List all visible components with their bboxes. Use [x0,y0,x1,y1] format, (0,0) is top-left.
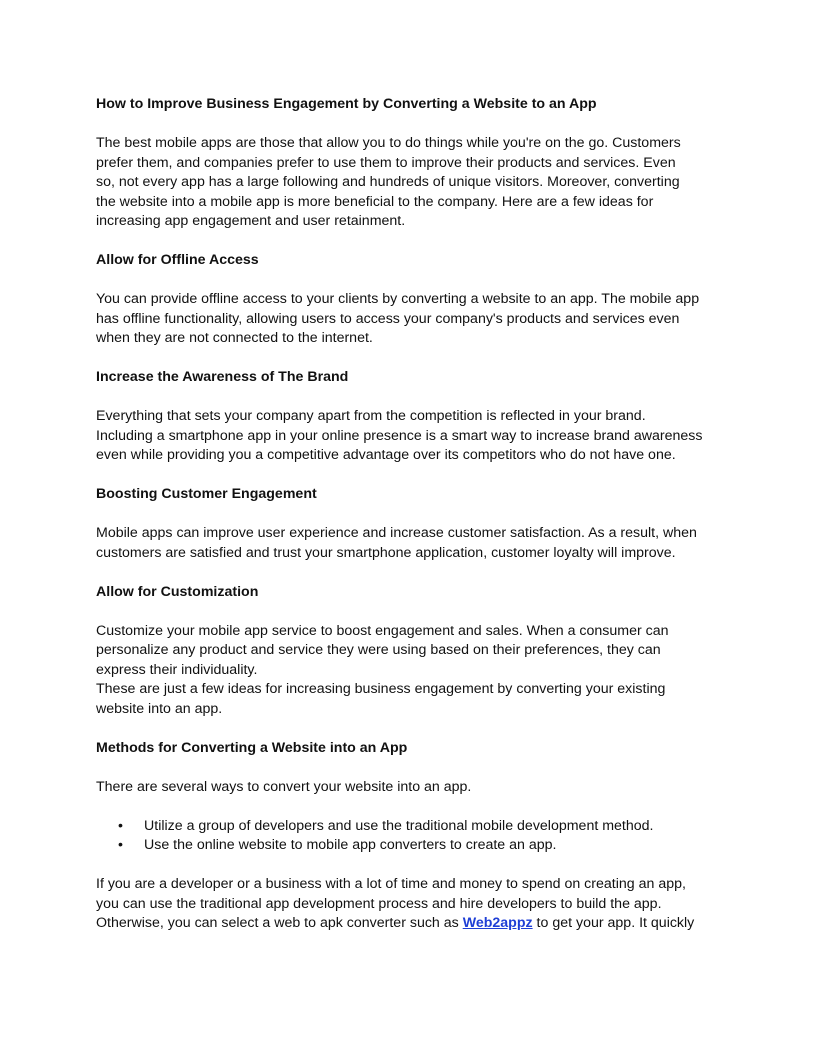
paragraph-line: These are just a few ideas for increasing business engagement by converting your existing [96,681,666,697]
closing-text-before-link: Otherwise, you can select a web to apk converter such as [96,915,463,931]
intro-paragraph [96,134,720,232]
heading-conversion-methods: Methods for Converting a Website into an App [96,739,408,756]
intro-line: The best mobile apps are those that allow you to do things while you're on the go. Customers [96,135,681,151]
web2appz-link[interactable]: Web2appz [462,915,533,931]
customer-engagement-paragraph [96,524,720,563]
customization-paragraph [96,622,720,681]
intro-line: so, not every app has a large following and hundreds of unique visitors. Moreover, converting [96,174,680,190]
methods-intro-paragraph [96,778,720,798]
paragraph-line: customers are satisfied and trust your smartphone application, customer loyalty will improve. [96,544,676,561]
paragraph-line-with-link [96,914,720,934]
brand-awareness-paragraph [96,407,720,466]
paragraph-line: Customize your mobile app service to boost engagement and sales. When a consumer can [96,622,669,639]
offline-access-paragraph [96,290,720,349]
closing-text-after-link: to get your app. It quickly [532,915,695,931]
intro-line: prefer them, and companies prefer to use them to improve their products and services. Even [96,154,676,171]
paragraph-line: even while providing you a competitive advantage over its competitors who do not have one. [96,447,676,463]
heading-offline-access: Allow for Offline Access [96,252,259,268]
paragraph-line: website into an app. [96,700,223,717]
intro-line: increasing app engagement and user retainment. [96,213,406,229]
heading-brand-awareness: Increase the Awareness of The Brand [96,369,349,385]
heading-customer-engagement: Boosting Customer Engagement [96,486,317,502]
paragraph-line: personalize any product and service they were using based on their preferences, they can [96,642,661,658]
paragraph-line: when they are not connected to the internet. [96,330,373,346]
list-item-text: Use the online website to mobile app converters to create an app. [144,837,557,853]
paragraph-line: If you are a developer or a business with a lot of time and money to spend on creating an app, [96,876,686,892]
paragraph-line: you can use the traditional app development process and hire developers to build the app. [96,895,662,912]
paragraph-line: Everything that sets your company apart from the competition is reflected in your brand. [96,408,646,424]
paragraph-line: There are several ways to convert your website into an app. [96,778,472,795]
document-title: How to Improve Business Engagement by Converting a Website to an App [96,96,597,112]
paragraph-line: You can provide offline access to your clients by converting a website to an app. The mobile app [96,291,700,307]
methods-bullet-list [96,817,720,856]
list-item-text: Utilize a group of developers and use the traditional mobile development method. [144,817,654,834]
paragraph-line: Including a smartphone app in your online presence is a smart way to increase brand awareness [96,427,703,444]
paragraph-line: has offline functionality, allowing users to access your company's products and services even [96,310,680,327]
bullet-icon: • [118,837,123,853]
intro-line: the website into a mobile app is more beneficial to the company. Here are a few ideas for [96,193,654,210]
bullet-icon: • [118,817,123,834]
closing-paragraph [96,875,720,934]
paragraph-line: express their individuality. [96,661,258,678]
summary-paragraph [96,680,720,719]
list-item [96,817,720,837]
list-item [96,836,720,856]
heading-customization: Allow for Customization [96,583,259,600]
paragraph-line: Mobile apps can improve user experience and increase customer satisfaction. As a result, when [96,525,697,541]
